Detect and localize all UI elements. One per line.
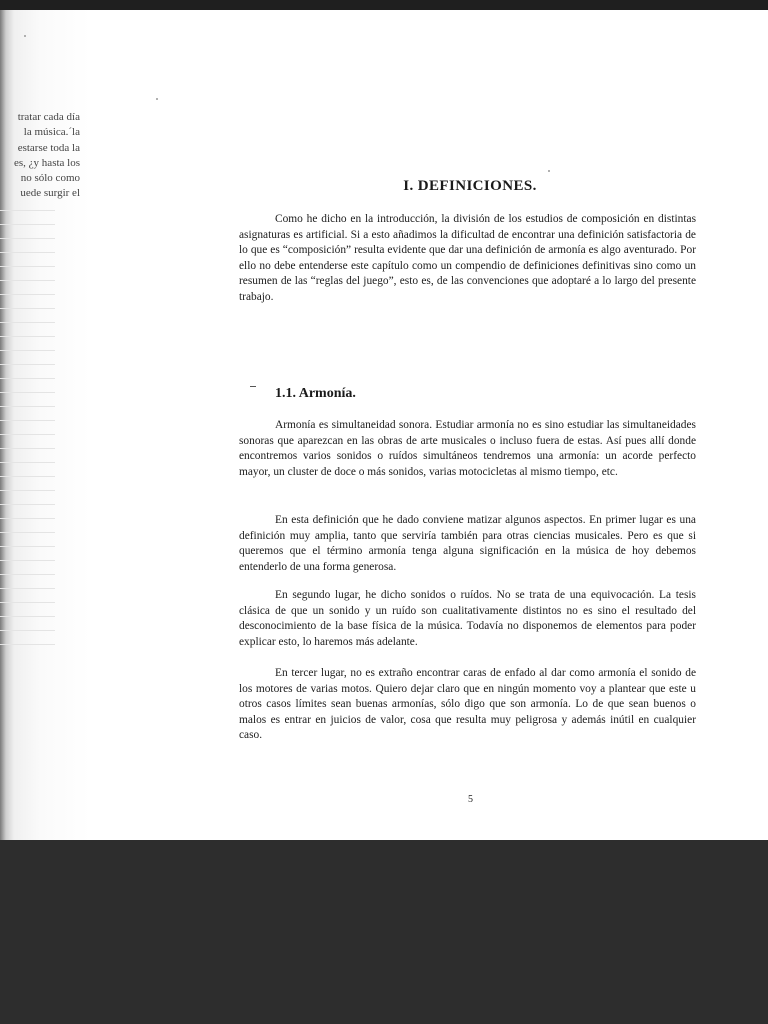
page-number: 5 <box>468 794 473 805</box>
scanner-background <box>0 840 768 1024</box>
fragment-line: tratar cada día <box>17 111 80 123</box>
scan-speck <box>548 170 550 172</box>
chapter-title: I. DEFINICIONES. <box>403 178 537 194</box>
scan-speck <box>156 98 158 100</box>
fragment-line: estarse toda la <box>17 141 80 154</box>
fragment-line: no sólo como <box>20 172 80 185</box>
body-paragraph-2: En esta definición que he dado conviene matizar algunos aspectos. En primer lugar es una definición muy amplia, tanto que serviría también para otras ciencias musicales. Pero es que si queremos que el término armonía tenga alguna significación en la música de hoy debemos entenderlo de una forma generosa. <box>239 514 696 573</box>
bleed-through-lines <box>0 210 70 770</box>
section-heading: 1.1. Armonía. <box>275 386 356 401</box>
scan-speck <box>24 35 26 37</box>
body-paragraph-3: En segundo lugar, he dicho sonidos o ruídos. No se trata de una equivocación. La tesis clásica de que un sonido y un ruído son cualitativamente distintos no es sino el resultado del desconocimiento de la base física de la música. Todavía no disponemos de elementos para poder explicar esto, lo haremos más adelante. <box>239 589 696 648</box>
fragment-line: la música.´la <box>23 126 80 139</box>
intro-paragraph: Como he dicho en la introducción, la división de los estudios de composición en distintas asignaturas es artificial. Si a esto añadimos la dificultad de encontrar una definición satisfactoria de lo que es “composición” resulta evidente que dar una definición de armonía es algo aventurado. Por ello no debe entenderse este capítulo como un compendio de definiciones definitivas sino como un resumen de las “reglas del juego”, esto es, de las convenciones que adoptaré a lo largo del presente trabajo. <box>239 213 696 303</box>
fragment-line: uede surgir el <box>20 187 80 200</box>
fragment-line: es, ¿y hasta los <box>14 156 80 169</box>
margin-mark <box>250 386 256 387</box>
body-paragraph-4: En tercer lugar, no es extraño encontrar caras de enfado al dar como armonía el sonido de los motores de varias motos. Quiero dejar claro que en ningún momento voy a plantear que este u otros casos límites sean buenas armonías, sólo digo que son armonía. Lo de que sean buenos o malos es entrar en juicios de valor, cosa que resulta muy peligrosa y además inútil en cualquier caso. <box>239 667 696 741</box>
body-paragraph-1: Armonía es simultaneidad sonora. Estudiar armonía no es sino estudiar las simultaneidades sonoras que aparezcan en las obras de arte musicales o incluso fuera de estas. Así pues allí donde encontremos varios sonidos o ruídos simultáneos tendremos una armonía: un acorde perfecto mayor, un cluster de doce o más sonidos, varias motocicletas al mismo tiempo, etc. <box>239 419 696 478</box>
